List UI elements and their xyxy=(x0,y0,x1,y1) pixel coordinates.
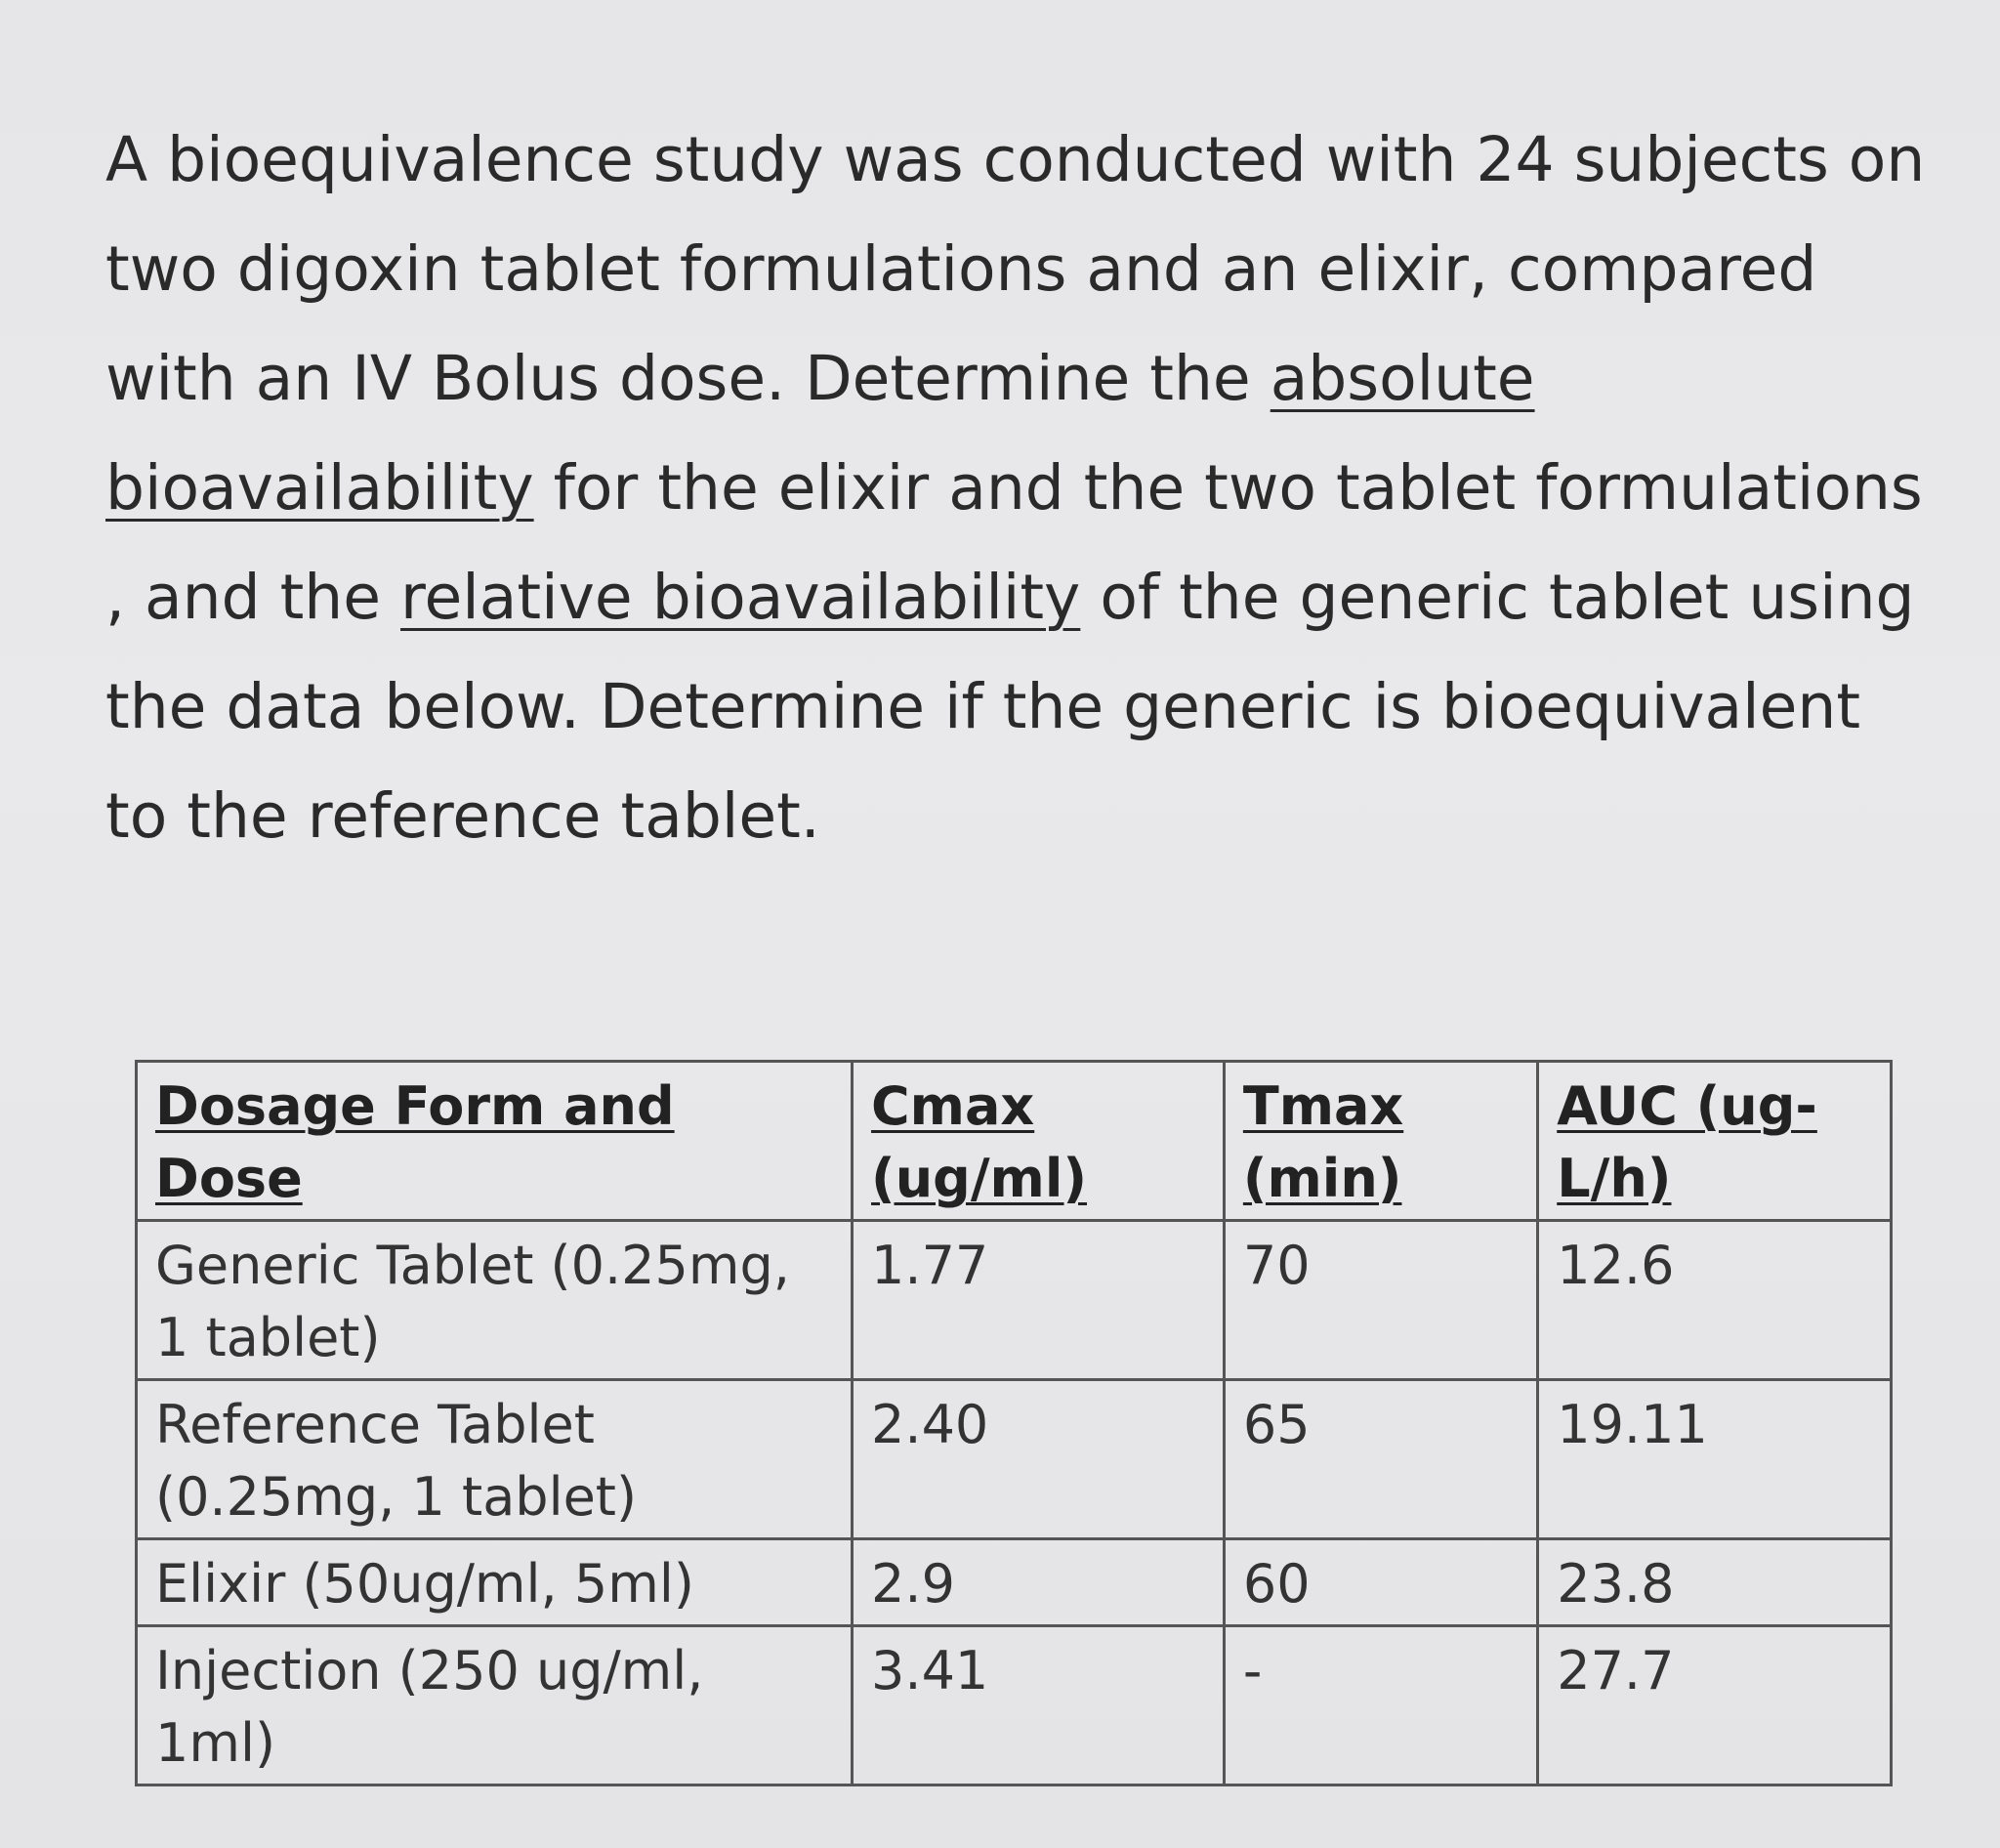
cell-tmax: 65 xyxy=(1224,1380,1537,1539)
header-auc: AUC (ug-L/h) xyxy=(1538,1062,1892,1221)
cell-auc: 27.7 xyxy=(1538,1626,1892,1785)
cell-dosage-form: Elixir (50ug/ml, 5ml) xyxy=(137,1539,853,1626)
bioavailability-data-table xyxy=(135,1060,1893,1786)
cell-cmax: 1.77 xyxy=(853,1221,1225,1380)
question-part-1: A bioequivalence study was conducted with 24 subjects on two digoxin tablet formulations and an elixir, compared with an IV Bolus dose. Determine the xyxy=(105,124,1926,414)
cell-auc: 23.8 xyxy=(1538,1539,1892,1626)
question-text xyxy=(105,105,1941,871)
cell-tmax: - xyxy=(1224,1626,1537,1785)
absolute-bioavailability-term: absolute bioavailability xyxy=(105,343,1535,524)
cell-cmax: 3.41 xyxy=(853,1626,1225,1785)
cell-cmax: 2.40 xyxy=(853,1380,1225,1539)
cell-dosage-form: Generic Tablet (0.25mg, 1 tablet) xyxy=(137,1221,853,1380)
cell-tmax: 60 xyxy=(1224,1539,1537,1626)
cell-dosage-form: Reference Tablet (0.25mg, 1 tablet) xyxy=(137,1380,853,1539)
table-row xyxy=(137,1221,1892,1380)
header-cmax: Cmax (ug/ml) xyxy=(853,1062,1225,1221)
relative-bioavailability-term: relative bioavailability xyxy=(400,562,1081,633)
table-header-row xyxy=(137,1062,1892,1221)
table-row xyxy=(137,1626,1892,1785)
question-part-3: of the generic tablet using the data below. Determine if the generic is bioequivalent to the reference tablet. xyxy=(105,562,1915,852)
cell-dosage-form: Injection (250 ug/ml, 1ml) xyxy=(137,1626,853,1785)
cell-auc: 19.11 xyxy=(1538,1380,1892,1539)
header-tmax: Tmax (min) xyxy=(1224,1062,1537,1221)
cell-tmax: 70 xyxy=(1224,1221,1537,1380)
cell-auc: 12.6 xyxy=(1538,1221,1892,1380)
table-row xyxy=(137,1539,1892,1626)
cell-cmax: 2.9 xyxy=(853,1539,1225,1626)
question-part-2: for the elixir and the two tablet formulations , and the xyxy=(105,452,1923,633)
table-row xyxy=(137,1380,1892,1539)
header-dosage-form: Dosage Form and Dose xyxy=(137,1062,853,1221)
